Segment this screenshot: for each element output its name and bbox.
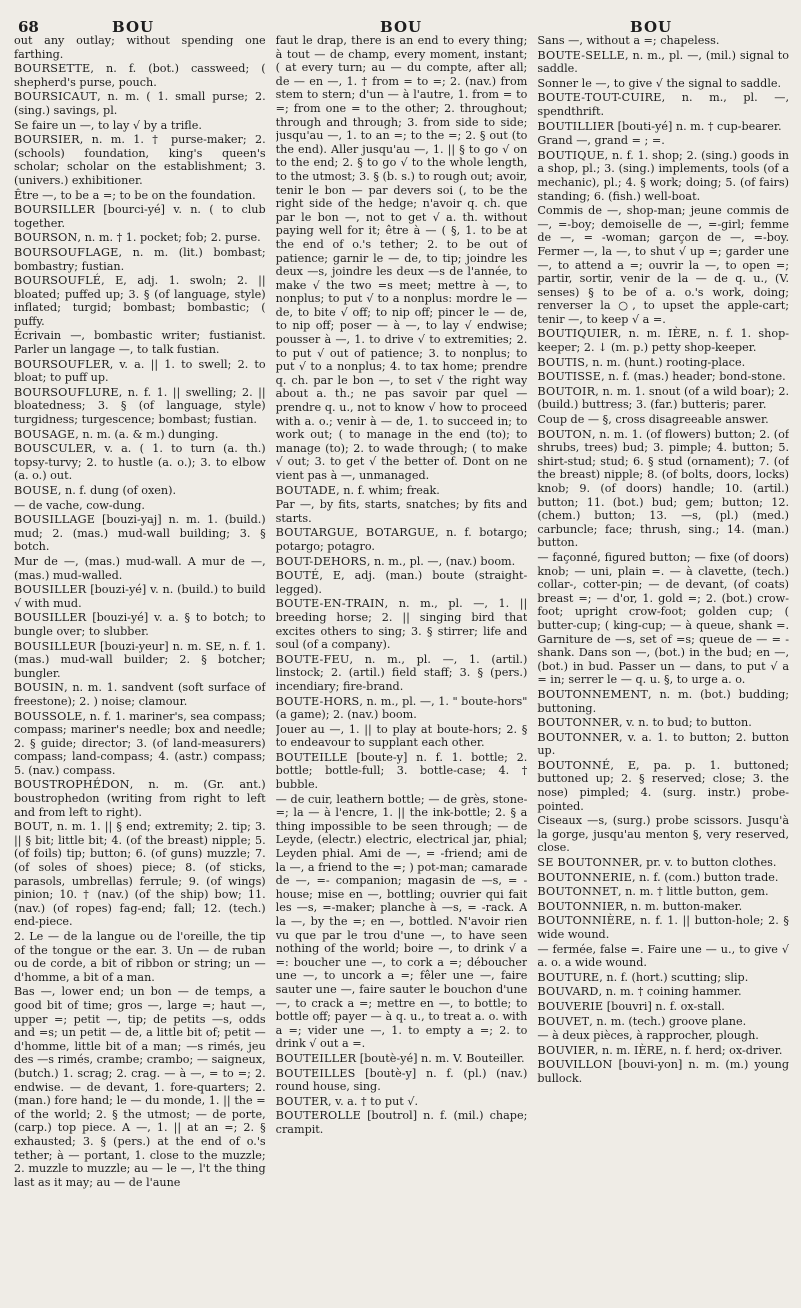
entry-headword: BOUTÉ	[275, 569, 320, 583]
entry-definition: Mur de —, (mas.) mud-wall. A mur de —, (mas.) mud-walled.	[14, 554, 266, 582]
dictionary-entry	[537, 900, 789, 914]
entry-definition: Sans —, without a =; chapeless.	[537, 34, 720, 47]
entry-definition: , n. f. 1. || swelling; 2. || bloatedness; 3. § (of language, style) turgidness; turgescence; bombast; fustian.	[14, 385, 266, 427]
dictionary-entry	[14, 189, 266, 203]
entry-headword: BOUVET	[537, 1014, 590, 1028]
entry-definition: , v. n. to bud; to button.	[618, 716, 752, 730]
entry-definition: [bouzi-yaj] n. m. 1. (build.) mud; 2. (mas.) mud-wall building; 3. § botch.	[14, 513, 266, 554]
entry-headword: BOUSILLEUR	[14, 639, 96, 653]
dictionary-entry	[276, 569, 528, 596]
entry-headword: BOURSILLER	[14, 203, 95, 217]
entry-headword: BOURSIER	[14, 133, 80, 147]
dictionary-entry	[14, 710, 266, 778]
entry-definition: — à deux pièces, à rapprocher, plough.	[537, 1029, 759, 1043]
dictionary-entry	[276, 1052, 528, 1066]
dictionary-entry	[276, 723, 528, 750]
entry-definition: , n. f. 1. shop; 2. (sing.) goods in a shop, pl.; 3. (sing.) implements, tools (of a mechanic), pl.; 4. § work; doing; 5. (of fairs) standing; 6. (fish.) well-boat.	[537, 148, 790, 203]
entry-definition: , n. f. botargo; potargo; potagro.	[275, 526, 528, 553]
entry-definition: [bouti-yé] n. m. † cup-bearer.	[614, 119, 782, 133]
dictionary-entry	[537, 49, 789, 76]
text-columns	[14, 34, 791, 1298]
entry-definition: Se faire un —, to lay √ by a trifle.	[14, 118, 202, 132]
dictionary-entry	[276, 653, 528, 694]
entry-definition: , n. m. (Gr. ant.) boustrophedon (writing from right to left and from left to right).	[14, 778, 266, 819]
dictionary-entry	[537, 985, 789, 999]
entry-definition: , n. m., pl. —, spendthrift.	[537, 91, 790, 118]
entry-definition: [bouvi-yon] n. m. (m.) young bullock.	[537, 1058, 790, 1085]
dictionary-entry	[537, 688, 789, 715]
entry-headword: BOURSON	[14, 231, 78, 245]
entry-definition: , n. m. 1. sandvent (soft surface of freestone); 2. ) noise; clamour.	[14, 681, 266, 708]
entry-definition: , n. m. 1. || § end; extremity; 2. tip; 3. || § bit; little bit; 4. (of the breast) nipple; 5. (of foils) tip; button; 6. (of guns) muzzle; 7. (of soles of shoes) piece; 8. (of sticks, parasols, umbrellas) ferrule; 9. (of wings) pinion; 10. † (nav.) (of the ship) bow; 11. (nav.) (of ropes) fag-end; fall; 12. (tech.) end-piece.	[14, 820, 266, 929]
entry-headword: BOUTADE	[275, 483, 337, 497]
dictionary-entry	[537, 914, 789, 941]
running-head-center: BOU	[380, 18, 423, 36]
entry-headword: BOUT-DEHORS	[275, 554, 367, 568]
dictionary-entry	[537, 759, 789, 813]
dictionary-entry	[14, 386, 266, 427]
column-middle	[276, 34, 528, 1298]
dictionary-entry	[276, 597, 528, 651]
dictionary-entry	[537, 428, 789, 550]
entry-definition: — de vache, cow-dung.	[14, 498, 145, 512]
entry-definition: [bouzi-yé] v. a. § to botch; to bungle over; to slubber.	[14, 611, 266, 638]
dictionary-entry	[537, 731, 789, 758]
dictionary-entry	[537, 356, 789, 370]
entry-definition: , n. m. † coining hammer.	[598, 985, 742, 999]
dictionary-entry	[276, 695, 528, 722]
entry-definition: , n. m. ( 1. small purse; 2. (sing.) savings, pl.	[14, 90, 266, 117]
entry-definition: [bourci-yé] v. n. ( to club together.	[14, 203, 266, 230]
entry-headword: BOUSSOLE	[14, 709, 83, 723]
dictionary-entry	[537, 385, 789, 412]
dictionary-entry	[14, 513, 266, 554]
entry-headword: BOUVIER	[537, 1043, 595, 1057]
entry-definition: Jouer au —, 1. || to play at boute-hors; 2. § to endeavour to supplant each other.	[275, 722, 528, 750]
entry-headword: BOUTONNIÈRE	[537, 914, 632, 928]
entry-definition: , E, pa. p. 1. buttoned; buttoned up; 2. § reserved; close; 3. the nose) pimpled; 4. (surg. instr.) probe-pointed.	[537, 758, 790, 813]
entry-definition: , v. a. 1. to button; 2. button up.	[537, 730, 790, 758]
entry-definition: , n. m., pl. —, 1. || breeding horse; 2. || singing bird that excites others to sing; 3. § stirrer; life and soul (of a company).	[275, 597, 528, 652]
entry-definition: , n. m., pl. —, 1. (artil.) linstock; 2. (artil.) field staff; 3. § (pers.) incendiary; fire-brand.	[275, 652, 528, 693]
dictionary-entry	[14, 499, 266, 513]
dictionary-entry	[537, 943, 789, 970]
entry-definition: Grand —, grand = ; =.	[537, 134, 665, 148]
entry-headword: BOUTARGUE, BOTARGUE	[275, 526, 435, 540]
entry-definition: , n. f. 1. || button-hole; 2. § wide wound.	[537, 914, 790, 941]
entry-definition: [boute-y] n. f. 1. bottle; 2. bottle; bottle-full; 3. bottle-case; 4. † bubble.	[275, 750, 528, 792]
entry-definition: — façonné, figured button; — fixe (of doors) knob; — uni, plain =. — à clavette, (tech.) collar-, cotter-pin; — de devant, (of coats) breast =; — d'or, 1. gold =; 2. (bot.) crow-foot; upright crow-foot; golden cup; ( butter-cup; ( king-cup; — à queue, shank =. Garniture de —s, set of =s; queue de — = -shank. Dans son —, (bot.) in the bud; en —, (bot.) in bud. Passer un — dans, to put √ a = in; serrer le — q. u. §, to urge a. o.	[537, 550, 790, 687]
dictionary-entry	[14, 428, 266, 442]
entry-definition: , v. a. ( 1. to turn (a. th.) topsy-turvy; 2. to hustle (a. o.); 3. to elbow (a. o.) out.	[14, 442, 266, 483]
entry-definition: [boutrol] n. f. (mil.) chape; crampit.	[275, 1109, 528, 1136]
dictionary-entry	[14, 985, 266, 1189]
entry-definition: , n. m. 1. † purse-maker; 2. (schools) foundation, king's queen's scholar; scholar on the establishment; 3. (univers.) exhibitioner.	[14, 133, 266, 187]
entry-definition: Écrivain —, bombastic writer; fustianist. Parler un langage —, to talk fustian.	[14, 329, 266, 357]
entry-headword: BOUSE	[14, 484, 58, 497]
dictionary-entry	[537, 716, 789, 730]
entry-headword: BOUTIQUIER	[537, 327, 618, 341]
entry-headword: BOUVILLON	[537, 1058, 613, 1072]
entry-definition: 2. Le — de la langue ou de l'oreille, the tip of the tongue or the ear. 3. Un — de ruban ou de corde, a bit of ribbon or string; un — d'homme, a bit of a man.	[14, 930, 266, 984]
dictionary-entry	[537, 327, 789, 354]
dictionary-entry	[537, 1000, 789, 1014]
entry-headword: BOURSICAUT	[14, 90, 98, 104]
entry-headword: BOUSAGE	[14, 427, 76, 441]
dictionary-entry	[14, 555, 266, 582]
entry-headword: BOUSILLER	[14, 611, 87, 625]
dictionary-entry	[537, 413, 789, 427]
entry-definition: , n. m. † 1. pocket; fob; 2. purse.	[77, 231, 261, 245]
dictionary-entry	[276, 1109, 528, 1136]
entry-headword: BOUTIQUE	[537, 148, 605, 162]
entry-definition: , n. m., pl. —, 1. " boute-hors" (a game); 2. (nav.) boom.	[275, 694, 528, 722]
entry-definition: , n. f. (com.) button trade.	[631, 870, 779, 884]
entry-headword: BOURSOUFLAGE	[14, 245, 119, 259]
entry-headword: BOUTE-TOUT-CUIRE	[537, 91, 662, 105]
entry-headword: BOUTEILLE	[275, 750, 348, 764]
dictionary-entry	[14, 442, 266, 483]
dictionary-entry	[537, 120, 789, 134]
dictionary-entry	[537, 885, 789, 899]
dictionary-entry	[14, 62, 266, 89]
dictionary-entry	[14, 778, 266, 819]
dictionary-entry	[14, 611, 266, 638]
entry-definition: out any outlay; without spending one farthing.	[14, 34, 266, 61]
entry-headword: BOUTONNERIE	[537, 870, 632, 884]
entry-headword: BOURSOUFLURE	[14, 385, 119, 399]
dictionary-entry	[276, 34, 528, 483]
entry-definition: , n. m. (tech.) groove plane.	[589, 1014, 747, 1028]
entry-definition: , n. m. IÈRE, n. f. herd; ox-driver.	[594, 1043, 783, 1057]
dictionary-entry	[14, 246, 266, 273]
entry-definition: , n. f. whim; freak.	[336, 483, 440, 497]
dictionary-entry	[276, 526, 528, 553]
entry-headword: BOURSOUFLER	[14, 357, 110, 371]
dictionary-entry	[14, 484, 266, 498]
entry-headword: BOUVERIE	[537, 999, 604, 1013]
dictionary-entry	[14, 329, 266, 356]
dictionary-entry	[14, 274, 266, 328]
entry-headword: BOUSILLAGE	[14, 513, 96, 527]
dictionary-entry	[537, 971, 789, 985]
dictionary-entry	[14, 203, 266, 230]
entry-headword: BOUSIN	[14, 681, 65, 695]
dictionary-entry	[276, 555, 528, 569]
entry-headword: BOUTEILLES	[275, 1066, 356, 1080]
entry-definition: , n. f. (mas.) header; bond-stone.	[601, 370, 786, 384]
dictionary-entry	[276, 1067, 528, 1094]
dictionary-entry	[537, 134, 789, 148]
dictionary-entry	[276, 484, 528, 498]
column-left	[14, 34, 266, 1298]
dictionary-entry	[537, 856, 789, 870]
entry-headword: BOUTEILLER	[275, 1051, 357, 1065]
dictionary-entry	[537, 1058, 789, 1085]
entry-definition: [boutè-yé] n. m. V. Bouteiller.	[356, 1051, 525, 1065]
entry-headword: BOUTER	[275, 1094, 328, 1108]
column-right	[537, 34, 789, 1298]
entry-definition: Par —, by fits, starts, snatches; by fits and starts.	[275, 498, 528, 525]
entry-definition: , n. f. (hort.) scutting; slip.	[599, 970, 749, 984]
entry-headword: BOUTON	[537, 427, 592, 441]
entry-definition: Être —, to be a =; to be on the foundation.	[14, 188, 256, 202]
entry-definition: [bouvri] n. f. ox-stall.	[603, 999, 725, 1013]
dictionary-entry	[276, 751, 528, 792]
entry-definition: , n. m. IÈRE, n. f. 1. shop-keeper; 2. ↓ (m. p.) petty shop-keeper.	[537, 327, 790, 355]
entry-definition: [boutè-y] n. f. (pl.) (nav.) round house, sing.	[275, 1066, 528, 1094]
entry-headword: BOUTONNER	[537, 716, 619, 730]
entry-definition: faut le drap, there is an end to every thing; à tout — de champ, every moment, instant; ( at every turn; au — du compte, after all; de — en —, 1. † from = to =; 2. (nav.) from stem to stern; d'un — à l'autre, 1. from = to =; from one = to the other; 2. throughout; through and through; 3. from side to side; jusqu'au —, 1. to an =; to the =; 2. § out (to the end). Aller jusqu'au —, 1. || § to go √ on to the end; 2. § to go √ to the whole length, to the utmost; 3. § (b. s.) to rough out; avoir, tenir le bon — par devers soi (, to be the right side of the hedge; n'avoir q. ch. que par le bon —, not to get √ a. th. without paying well for it; être à — ( §, 1. to be at the end of o.'s tether; 2. to be out of patience; garnir le — de, to tip; joindre les deux —s, joindre les deux —s de l'année, to make √ the two =s meet; mettre à —, to nonplus; to put √ to a nonplus: mordre le — de, to bite √ off; to nip off; pincer le — de, to nip off; poser — à —, to lay √ endwise; pousser à —, 1. to drive √ to extremities; 2. to put √ out of patience; 3. to nonplus; to put √ to a nonplus; 4. to tax home; prendre q. ch. par le bon —, to set √ the right way about a. th.; ne pas savoir par quel — prendre q. u., not to know √ how to proceed with a. o.; venir à — de, 1. to succeed in; to work out; ( to manage in the end (to); to manage (to); 2. to wade through; ( to make √ out; 3. to get √ the better of. Dont on ne vient pas à —, unmanaged.	[275, 34, 528, 482]
dictionary-entry	[537, 814, 789, 855]
entry-definition: , n. f. 1. mariner's, sea compass; compass; mariner's needle; box and needle; 2. § guide; director; 3. (of land-measurers) compass; land-compass; 4. (astr.) compass; 5. (nav.) compass.	[14, 709, 266, 777]
dictionary-entry	[14, 231, 266, 245]
entry-definition: — fermée, false =. Faire une — u., to give √ a. o. a wide wound.	[537, 942, 790, 970]
dictionary-entry	[537, 34, 789, 48]
dictionary-entry	[14, 583, 266, 610]
dictionary-entry	[537, 149, 789, 203]
entry-headword: BOUTE-EN-TRAIN	[275, 597, 385, 611]
dictionary-entry	[537, 1029, 789, 1043]
entry-definition: , n. m., pl. —, (nav.) boom.	[366, 554, 516, 568]
entry-headword: BOUTE-FEU	[275, 652, 350, 666]
dictionary-entry	[537, 1015, 789, 1029]
dictionary-entry	[14, 90, 266, 117]
dictionary-entry	[537, 91, 789, 118]
entry-headword: BOUSCULER	[14, 442, 93, 456]
entry-headword: BOUTE-HORS	[275, 694, 360, 708]
entry-definition: , n. m., pl. —, (mil.) signal to saddle.	[537, 48, 790, 76]
entry-headword: BOUTISSE	[537, 370, 602, 384]
running-head-right: BOU	[630, 18, 673, 36]
entry-headword: BOUTURE	[537, 970, 600, 984]
entry-definition: , n. m. button-maker.	[623, 899, 743, 913]
entry-definition: , pr. v. to button clothes.	[638, 856, 777, 870]
entry-definition: — de cuir, leathern bottle; — de grès, stone- =; la — à l'encre, 1. || the ink-bottle; 2. § a thing impossible to be seen through; — de Leyde, (electr.) electric, electrical jar, phial; Leyden phial. Ami de —, = -friend; ami de la —, a friend to the =; ) pot-man; camarade de —, =- companion; magasin de —s, = -house; mise en —, bottling; ouvrier qui fait les —s, =-maker; planche à —s, = -rack. A la —, by the =; en —, bottled. N'avoir rien vu que par le trou d'une —, to have seen nothing of the world; boire —, to drink √ a =: boucher une —, to cork a =; déboucher une —, to uncork a =; fêler une —, faire sauter une —, faire sauter le bouchon d'une —, to crack a =; mettre en —, to bottle; to bottle off; payer — à q. u., to treat a. o. with a =; vider une —, 1. to empty a =; 2. to drink √ out a =.	[275, 792, 528, 1051]
entry-headword: BOUTIS	[537, 355, 586, 369]
entry-definition: Commis de —, shop-man; jeune commis de —, =-boy; demoiselle de —, =-girl; femme de —, = -woman; garçon de —, =-boy. Fermer —, la —, to shut √ up =; garder une —, to attend a =; ouvrir la —, to open =; partir, sortir, venir de la — de q. u., (V. senses) § to be of a. o.'s work, doing; renverser la ○, to upset the apple-cart; tenir —, to keep √ a =.	[537, 204, 790, 326]
dictionary-entry	[14, 119, 266, 133]
entry-definition: , n. f. dung (of oxen).	[57, 484, 177, 497]
dictionary-entry	[537, 370, 789, 384]
dictionary-entry	[276, 498, 528, 525]
entry-headword: BOUTONNIER	[537, 899, 624, 913]
dictionary-entry	[537, 77, 789, 91]
entry-headword: BOURSOUFLÉ	[14, 274, 102, 288]
entry-headword: BOUTONNER	[537, 730, 619, 744]
dictionary-entry	[14, 930, 266, 984]
entry-definition: , n. m. 1. snout (of a wild boar); 2. (build.) buttress; 3. (far.) butteris; parer.	[537, 384, 790, 412]
entry-definition: , E, adj. (man.) boute (straight-legged).	[275, 569, 528, 596]
entry-headword: BOUSTROPHÉDON	[14, 778, 130, 792]
entry-headword: BOUTONNEMENT	[537, 687, 649, 701]
dictionary-entry	[14, 133, 266, 187]
dictionary-entry	[537, 871, 789, 885]
dictionary-entry	[14, 34, 266, 61]
entry-headword: BOUTONNET	[537, 885, 619, 899]
entry-definition: , n. m. (a. & m.) dunging.	[75, 427, 219, 441]
dictionary-entry	[537, 1044, 789, 1058]
dictionary-entry	[14, 358, 266, 385]
page-number: 68	[18, 18, 39, 36]
entry-definition: , n. m. † little button, gem.	[618, 885, 769, 899]
dictionary-entry	[537, 204, 789, 326]
entry-headword: BOUT	[14, 820, 50, 834]
entry-definition: Bas —, lower end; un bon — de temps, a good bit of time; gros —, large =; haut —, upper =; petit —, tip; de petits —s, odds and =s; un petit — de, a little bit of; petit — d'homme, little bit of a man; —s rimés, jeu des —s rimés, crambe; crambo; — saigneux, (butch.) 1. scrag; 2. crag. — à —, = to =; 2. endwise. — de devant, 1. fore-quarters; 2. (man.) fore hand; le — du monde, 1. || the = of the world; 2. § the utmost; — de porte, (carp.) top piece. A —, 1. || at an =; 2. § exhausted; 3. § (pers.) at the end of o.'s tether; à — portant, 1. close to the muzzle; 2. muzzle to muzzle; au — le —, l't the thing last as it may; au — de l'aune	[14, 985, 266, 1189]
entry-headword: BOUSILLER	[14, 583, 87, 597]
entry-definition: , E, adj. 1. swoln; 2. || bloated; puffed up; 3. § (of language, style) inflated; turgid; bombast; bombastic; ( puffy.	[14, 274, 266, 328]
entry-definition: , n. m. (lit.) bombast; bombastry; fustian.	[14, 245, 266, 273]
entry-definition: , v. a. † to put √.	[327, 1094, 419, 1108]
entry-headword: BOURSETTE	[14, 62, 91, 76]
entry-headword: BOUTILLIER	[537, 119, 615, 133]
running-head-left: BOU	[112, 18, 155, 36]
entry-definition: , n. m. (bot.) budding; buttoning.	[537, 687, 790, 715]
dictionary-entry	[537, 551, 789, 687]
dictionary-entry	[276, 793, 528, 1051]
entry-headword: SE BOUTONNER	[537, 856, 639, 870]
entry-definition: [bouzi-yé] v. n. (build.) to build √ with mud.	[14, 583, 266, 610]
entry-headword: BOUTOIR	[537, 384, 596, 398]
entry-headword: BOUTE-SELLE	[537, 48, 626, 62]
dictionary-entry	[276, 1095, 528, 1109]
entry-headword: BOUTEROLLE	[275, 1109, 361, 1123]
dictionary-entry	[14, 681, 266, 708]
dictionary-entry	[14, 820, 266, 929]
entry-definition: , v. a. || 1. to swell; 2. to bloat; to puff up.	[14, 357, 266, 385]
entry-definition: Ciseaux —s, (surg.) probe scissors. Jusqu'à la gorge, jusqu'au menton §, very reserved, close.	[537, 814, 790, 855]
entry-definition: Coup de — §, cross disagreeable answer.	[537, 413, 769, 427]
entry-definition: , n. m. 1. (of flowers) button; 2. (of shrubs, trees) bud; 3. pimple; 4. button; 5. shirt-stud; stud; 6. § stud (ornament); 7. (of the breast) nipple; 8. (of bolts, doors, locks) knob; 9. (of doors) handle; 10. (artil.) button; 11. (bot.) bud; gem; button; 12. (chem.) button; 13. —s, (pl.) (med.) carbuncle; face; thrush, sing.; 14. (man.) button.	[537, 427, 790, 550]
dictionary-entry	[14, 640, 266, 681]
entry-definition: [bouzi-yeur] n. m. SE, n. f. 1. (mas.) mud-wall builder; 2. § botcher; bungler.	[14, 639, 266, 680]
entry-definition: , n. f. (bot.) cassweed; ( shepherd's purse, pouch.	[14, 62, 266, 89]
entry-definition: , n. m. (hunt.) rooting-place.	[585, 355, 746, 369]
entry-definition: Sonner le —, to give √ the signal to saddle.	[537, 76, 782, 90]
entry-headword: BOUVARD	[537, 985, 599, 999]
entry-headword: BOUTONNÉ	[537, 758, 611, 772]
